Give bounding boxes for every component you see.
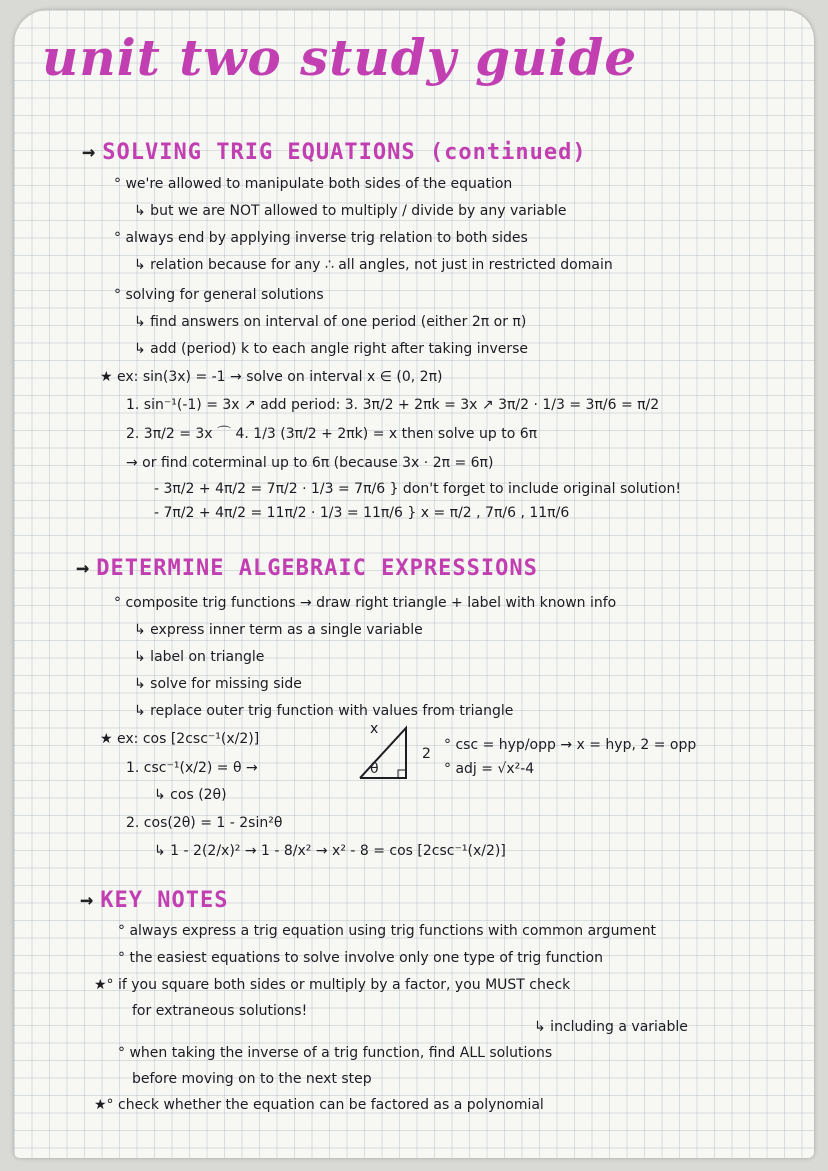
note-line: → or find coterminal up to 6π (because 3x · 2π = 6π): [126, 455, 494, 471]
section-heading-algebraic: [76, 556, 538, 581]
note-line: ° the easiest equations to solve involve only one type of trig function: [118, 950, 603, 966]
arrow-icon: →: [76, 556, 91, 581]
section-heading-solving-trig: [82, 140, 587, 165]
note-line: ↳ label on triangle: [134, 649, 265, 665]
note-line: ° when taking the inverse of a trig function, find ALL solutions: [118, 1045, 553, 1061]
page-title: unit two study guide: [42, 28, 638, 87]
triangle-hyp-label: x: [370, 721, 379, 737]
note-line: for extraneous solutions!: [132, 1003, 308, 1019]
example-line: ★ ex: cos [2csc⁻¹(x/2)]: [100, 731, 260, 747]
note-line: ↳ replace outer trig function with values from triangle: [134, 703, 514, 719]
section-heading-key-notes: [80, 888, 228, 913]
example-step: 2. 3π/2 = 3x ⌒ 4. 1/3 (3π/2 + 2πk) = x then solve up to 6π: [126, 426, 538, 442]
arrow-icon: →: [80, 888, 95, 913]
note-line: ° solving for general solutions: [114, 287, 324, 303]
note-line: ★° check whether the equation can be factored as a polynomial: [94, 1097, 544, 1113]
note-line: ↳ find answers on interval of one period (either 2π or π): [134, 314, 527, 330]
note-line: ° we're allowed to manipulate both sides of the equation: [114, 176, 513, 192]
example-step: ↳ 1 - 2(2/x)² → 1 - 8/x² → x² - 8 = cos [2csc⁻¹(x/2)]: [154, 843, 506, 859]
example-step: 1. sin⁻¹(-1) = 3x ↗ add period: 3. 3π/2 + 2πk = 3x ↗ 3π/2 · 1/3 = 3π/6 = π/2: [126, 397, 660, 413]
heading-text: DETERMINE ALGEBRAIC EXPRESSIONS: [96, 556, 538, 581]
note-line: ↳ but we are NOT allowed to multiply / divide by any variable: [134, 203, 567, 219]
triangle-note: ° csc = hyp/opp → x = hyp, 2 = opp: [444, 737, 697, 753]
note-line: ° composite trig functions → draw right triangle + label with known info: [114, 595, 617, 611]
heading-text: KEY NOTES: [100, 888, 229, 913]
note-line: ↳ express inner term as a single variable: [134, 622, 423, 638]
example-step: 1. csc⁻¹(x/2) = θ →: [126, 760, 258, 776]
note-line: ★° if you square both sides or multiply by a factor, you MUST check: [94, 977, 571, 993]
example-step: 2. cos(2θ) = 1 - 2sin²θ: [126, 815, 283, 831]
triangle-opp-label: 2: [422, 746, 431, 762]
note-line: ↳ add (period) k to each angle right after taking inverse: [134, 341, 529, 357]
arrow-icon: →: [82, 140, 97, 165]
heading-text: SOLVING TRIG EQUATIONS (continued): [102, 140, 587, 165]
note-line: ↳ including a variable: [534, 1019, 688, 1035]
note-line: ° always express a trig equation using trig functions with common argument: [118, 923, 657, 939]
note-line: - 7π/2 + 4π/2 = 11π/2 · 1/3 = 11π/6 } x = π/2 , 7π/6 , 11π/6: [154, 505, 570, 521]
notebook-page: [14, 10, 814, 1158]
note-line: ↳ solve for missing side: [134, 676, 302, 692]
note-line: ° always end by applying inverse trig relation to both sides: [114, 230, 528, 246]
triangle-angle-label: θ: [370, 761, 379, 777]
example-step: ↳ cos (2θ): [154, 787, 227, 803]
note-line: before moving on to the next step: [132, 1071, 372, 1087]
example-line: ★ ex: sin(3x) = -1 → solve on interval x ∈ (0, 2π): [100, 369, 443, 385]
note-line: ↳ relation because for any ∴ all angles, not just in restricted domain: [134, 257, 613, 273]
right-triangle-diagram: [354, 722, 424, 782]
triangle-note: ° adj = √x²-4: [444, 761, 535, 777]
note-line: - 3π/2 + 4π/2 = 7π/2 · 1/3 = 7π/6 } don't forget to include original solution!: [154, 481, 681, 497]
